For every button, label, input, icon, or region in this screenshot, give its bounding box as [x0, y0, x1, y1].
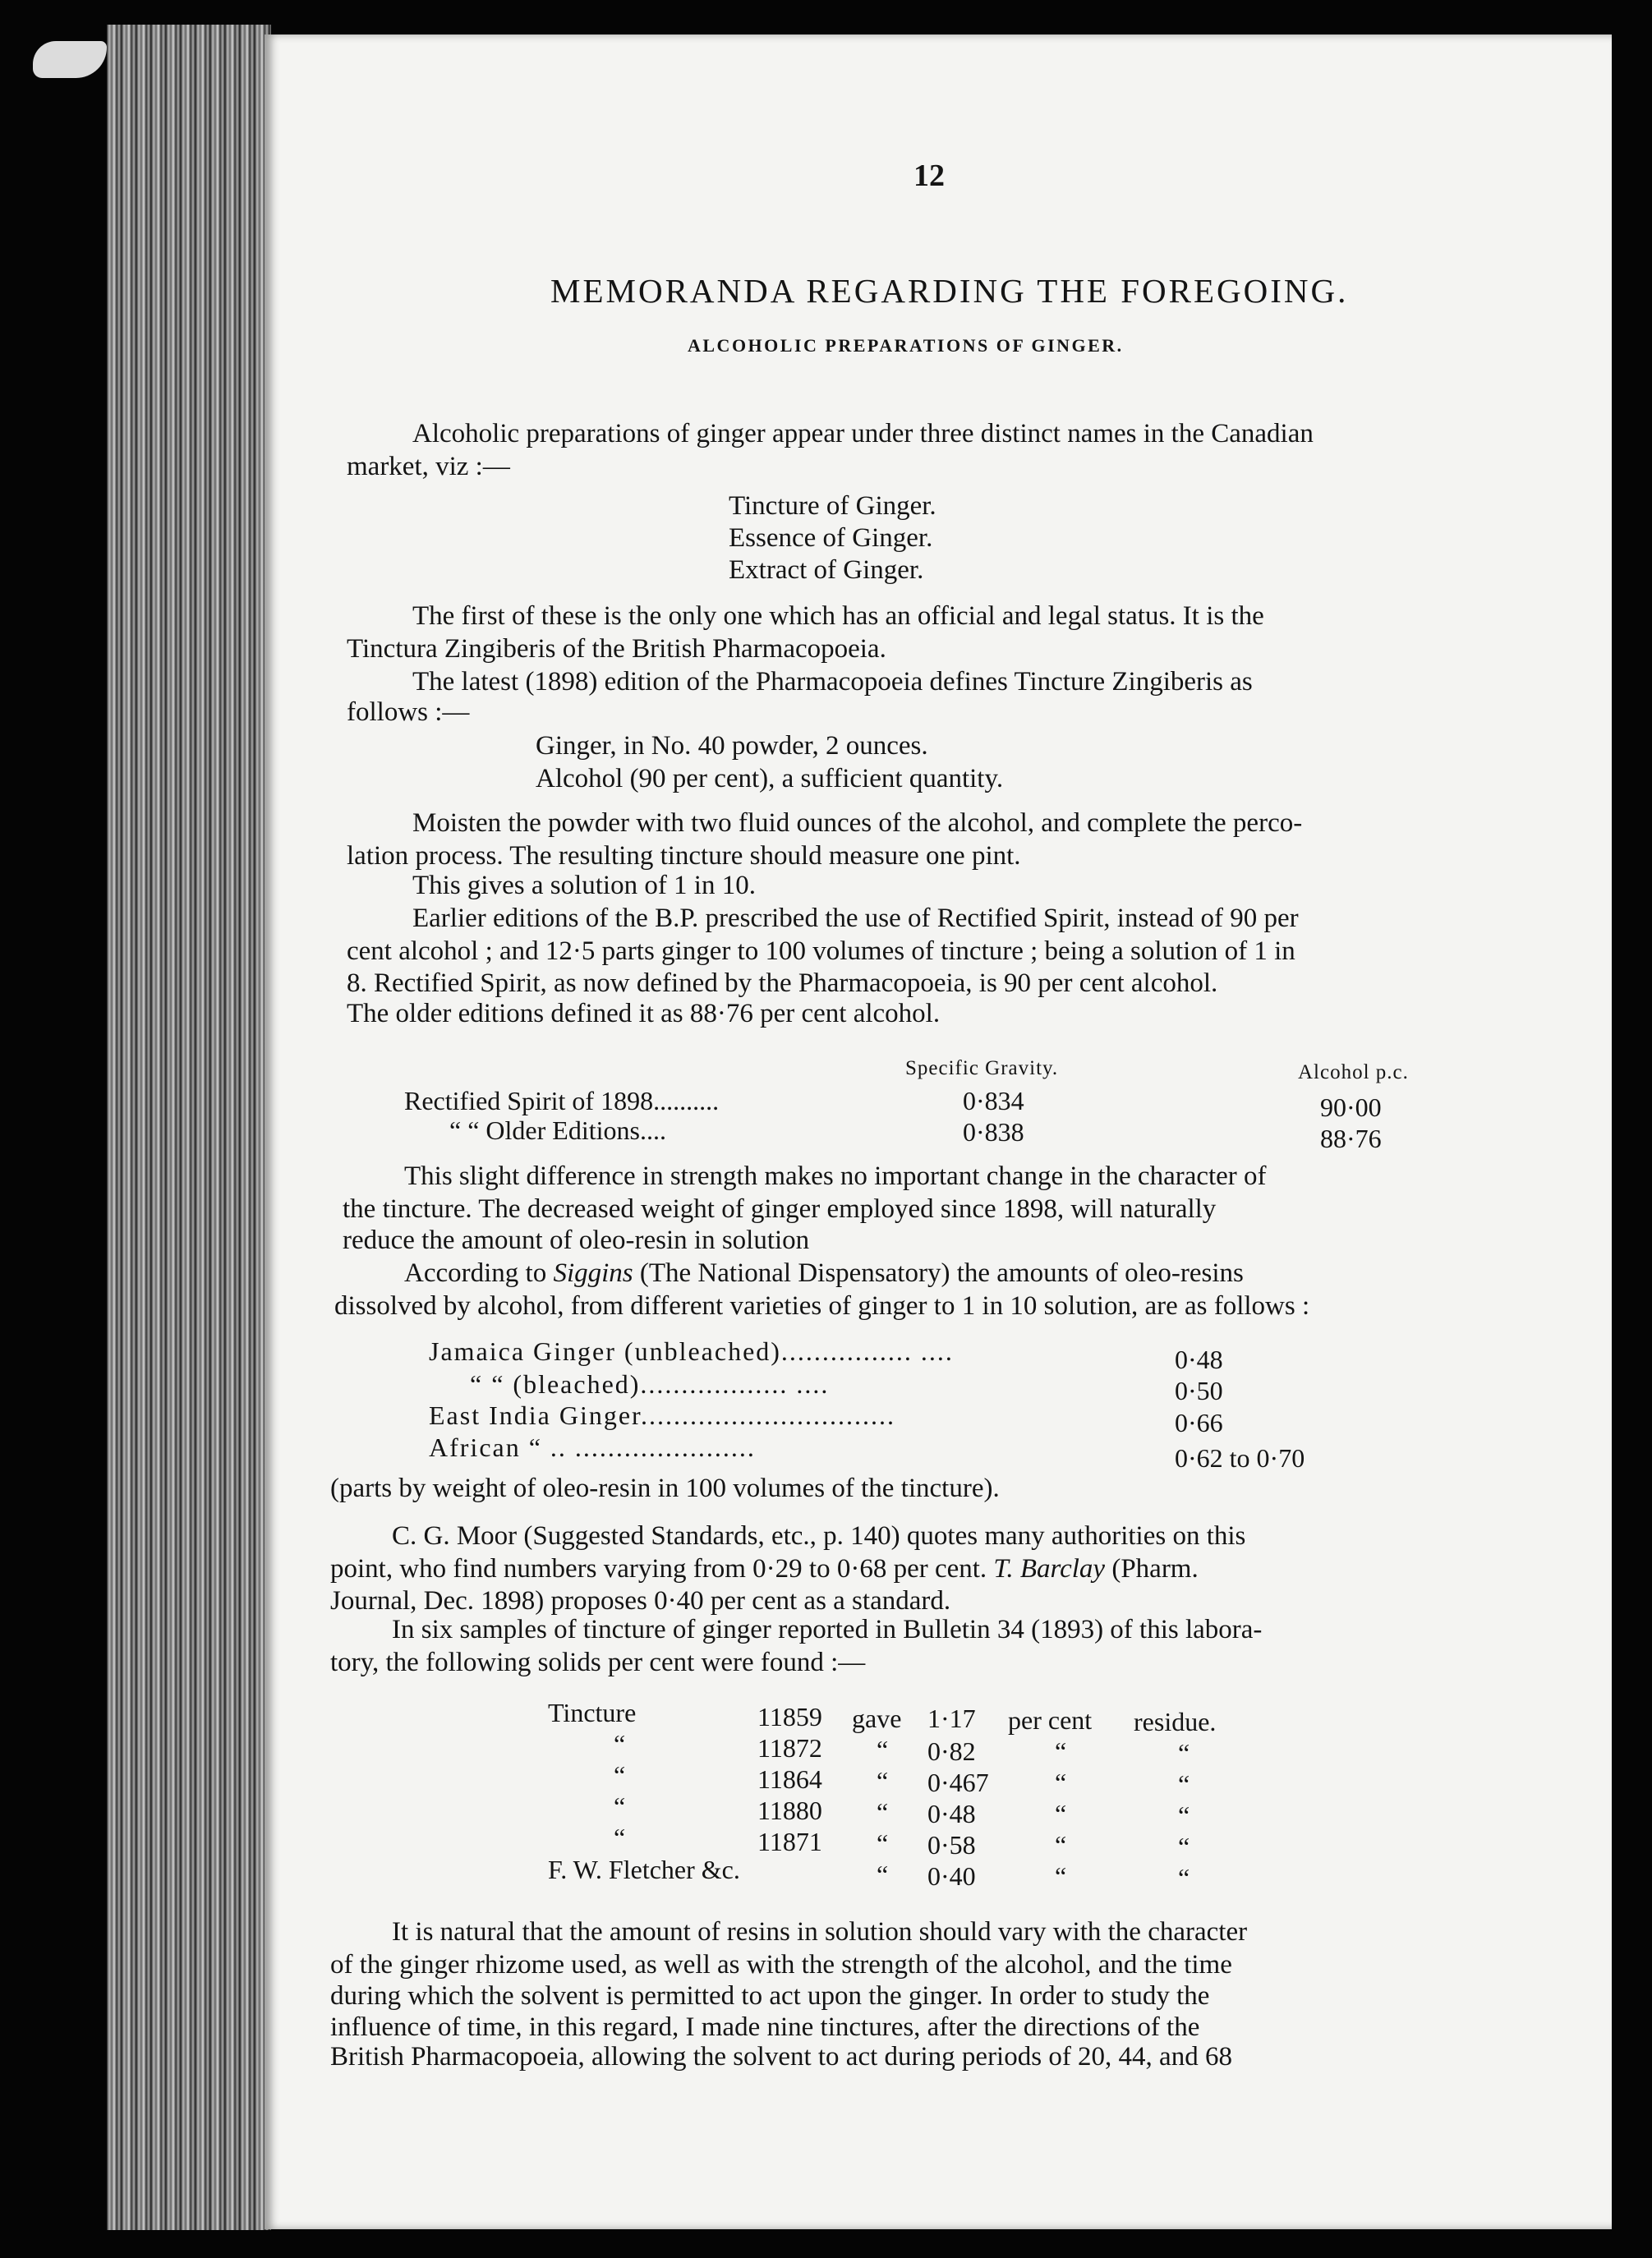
sample-value: 0·58: [927, 1830, 976, 1860]
page-title: MEMORANDA REGARDING THE FOREGOING.: [550, 272, 1349, 310]
sample-percent: “: [1055, 1861, 1067, 1891]
siggins-line-a: According to: [404, 1258, 554, 1288]
resin-row-label: African “ .. ......................: [429, 1433, 756, 1462]
sample-residue: “: [1178, 1863, 1190, 1892]
moor-line-3: Journal, Dec. 1898) proposes 0·40 per cent as a standard.: [330, 1586, 951, 1616]
siggins-line: [404, 1257, 1244, 1290]
section-subtitle: ALCOHOLIC PREPARATIONS OF GINGER.: [688, 335, 1124, 356]
process-line-3: This gives a solution of 1 in 10.: [412, 871, 756, 900]
resin-row-value: 0·48: [1175, 1345, 1223, 1374]
spirit-row-alcohol: 88·76: [1320, 1124, 1382, 1153]
resin-row-value: 0·50: [1175, 1376, 1223, 1405]
process-line-1: Moisten the powder with two fluid ounces of the alcohol, and complete the perco-: [412, 808, 1303, 838]
moor-line-5: tory, the following solids per cent were found :—: [330, 1648, 866, 1677]
sample-percent: “: [1055, 1799, 1067, 1828]
difference-line-2: the tincture. The decreased weight of ginger employed since 1898, will naturally: [343, 1194, 1217, 1224]
resin-row-label: “ “ (bleached).................. ....: [470, 1369, 830, 1399]
sample-gave: “: [877, 1797, 889, 1827]
sample-residue: “: [1178, 1832, 1190, 1861]
sample-gave: “: [877, 1828, 889, 1858]
sample-number: 11880: [757, 1796, 822, 1825]
process-line-4: Earlier editions of the B.P. prescribed the use of Rectified Spirit, instead of 90 per: [412, 904, 1299, 933]
page-number: 12: [913, 159, 945, 193]
closing-line-3: during which the solvent is permitted to act upon the ginger. In order to study the: [330, 1981, 1210, 2011]
process-line-6: 8. Rectified Spirit, as now defined by the Pharmacopoeia, is 90 per cent alcohol.: [347, 968, 1218, 998]
official-line-3: The latest (1898) edition of the Pharmacopoeia defines Tincture Zingiberis as: [412, 667, 1253, 697]
spirit-table-header-alcohol: Alcohol p.c.: [1298, 1061, 1409, 1083]
difference-line-1: This slight difference in strength makes no important change in the character of: [404, 1161, 1267, 1191]
moor-line-2: [330, 1552, 1199, 1585]
preparation-name: Essence of Ginger.: [729, 523, 933, 553]
closing-line-5: British Pharmacopoeia, allowing the solvent to act during periods of 20, 44, and 68: [330, 2042, 1232, 2072]
sample-number: 11871: [757, 1827, 822, 1856]
sample-percent: “: [1055, 1830, 1067, 1860]
resin-row-label: East India Ginger...............................: [429, 1400, 895, 1430]
sample-number: 11872: [757, 1733, 822, 1763]
moor-line-2a: point, who find numbers varying from 0·29 to 0·68 per cent.: [330, 1554, 994, 1584]
sample-value: 0·40: [927, 1861, 976, 1891]
sample-name: “: [614, 1823, 626, 1852]
book-spine: [107, 25, 271, 2230]
sample-percent: “: [1055, 1736, 1067, 1766]
sample-number: 11859: [757, 1702, 822, 1731]
sample-value: 0·82: [927, 1736, 976, 1766]
preparation-name: Tincture of Ginger.: [729, 491, 936, 521]
official-line-1: The first of these is the only one which has an official and legal status. It is the: [412, 601, 1264, 631]
official-line-2: Tinctura Zingiberis of the British Pharmacopoeia.: [347, 634, 886, 664]
preparation-name: Extract of Ginger.: [729, 555, 924, 585]
spirit-row-gravity: 0·834: [963, 1086, 1024, 1115]
spirit-row-label: Rectified Spirit of 1898..........: [404, 1086, 720, 1115]
sample-gave: “: [877, 1766, 889, 1796]
document-page: [265, 34, 1612, 2229]
closing-line-2: of the ginger rhizome used, as well as with the strength of the alcohol, and the time: [330, 1950, 1232, 1980]
spirit-row-alcohol: 90·00: [1320, 1092, 1382, 1122]
barclay-author: T. Barclay: [993, 1554, 1106, 1584]
spirit-row-gravity: 0·838: [963, 1117, 1024, 1147]
sample-residue: “: [1178, 1738, 1190, 1768]
sample-value: 0·48: [927, 1799, 976, 1828]
scan-speck: [33, 41, 107, 78]
siggins-author: Siggins: [553, 1258, 633, 1288]
sample-percent: “: [1055, 1768, 1067, 1797]
resin-row-label: Jamaica Ginger (unbleached)................ ....: [429, 1336, 954, 1366]
resin-row-value: 0·66: [1175, 1408, 1223, 1437]
sample-name: “: [614, 1729, 626, 1759]
closing-line-1: It is natural that the amount of resins in solution should vary with the character: [392, 1917, 1248, 1947]
moor-line-4: In six samples of tincture of ginger reported in Bulletin 34 (1893) of this labora-: [392, 1615, 1263, 1644]
intro-line-1: Alcoholic preparations of ginger appear under three distinct names in the Canadian: [412, 419, 1314, 448]
intro-line-2: market, viz :—: [347, 452, 510, 481]
official-line-4: follows :—: [347, 697, 470, 727]
recipe-line: Ginger, in No. 40 powder, 2 ounces.: [536, 731, 928, 761]
difference-line-3: reduce the amount of oleo-resin in solution: [343, 1226, 810, 1255]
spirit-row-label: “ “ Older Editions....: [449, 1115, 666, 1145]
resin-note: (parts by weight of oleo-resin in 100 volumes of the tincture).: [330, 1474, 1000, 1503]
sample-name: “: [614, 1791, 626, 1821]
sample-name: F. W. Fletcher &c.: [548, 1855, 740, 1884]
process-line-5: cent alcohol ; and 12·5 parts ginger to 100 volumes of tincture ; being a solution of 1 in: [347, 936, 1295, 966]
sample-name: “: [614, 1760, 626, 1790]
moor-line-1: C. G. Moor (Suggested Standards, etc., p. 140) quotes many authorities on this: [392, 1521, 1246, 1551]
sample-residue: “: [1178, 1800, 1190, 1830]
sample-number: 11864: [757, 1764, 822, 1794]
siggins-line-c: (The National Dispensatory) the amounts of oleo-resins: [633, 1258, 1244, 1288]
sample-name: Tincture: [548, 1698, 637, 1727]
sample-residue: “: [1178, 1769, 1190, 1799]
sample-percent: per cent: [1008, 1705, 1093, 1735]
recipe-line: Alcohol (90 per cent), a sufficient quantity.: [536, 764, 1004, 793]
sample-gave: gave: [852, 1704, 902, 1733]
sample-residue: residue.: [1134, 1707, 1217, 1736]
resin-row-value: 0·62 to 0·70: [1175, 1443, 1305, 1473]
moor-line-2c: (Pharm.: [1105, 1554, 1199, 1584]
spirit-table-header-gravity: Specific Gravity.: [905, 1057, 1059, 1079]
process-line-2: lation process. The resulting tincture should measure one pint.: [347, 841, 1021, 871]
sample-value: 0·467: [927, 1768, 989, 1797]
sample-gave: “: [877, 1860, 889, 1889]
sample-gave: “: [877, 1735, 889, 1764]
closing-line-4: influence of time, in this regard, I made nine tinctures, after the directions of the: [330, 2012, 1200, 2042]
process-line-7: The older editions defined it as 88·76 per cent alcohol.: [347, 999, 941, 1028]
difference-line-5: dissolved by alcohol, from different varieties of ginger to 1 in 10 solution, are as follows :: [334, 1291, 1310, 1321]
sample-value: 1·17: [927, 1704, 976, 1733]
